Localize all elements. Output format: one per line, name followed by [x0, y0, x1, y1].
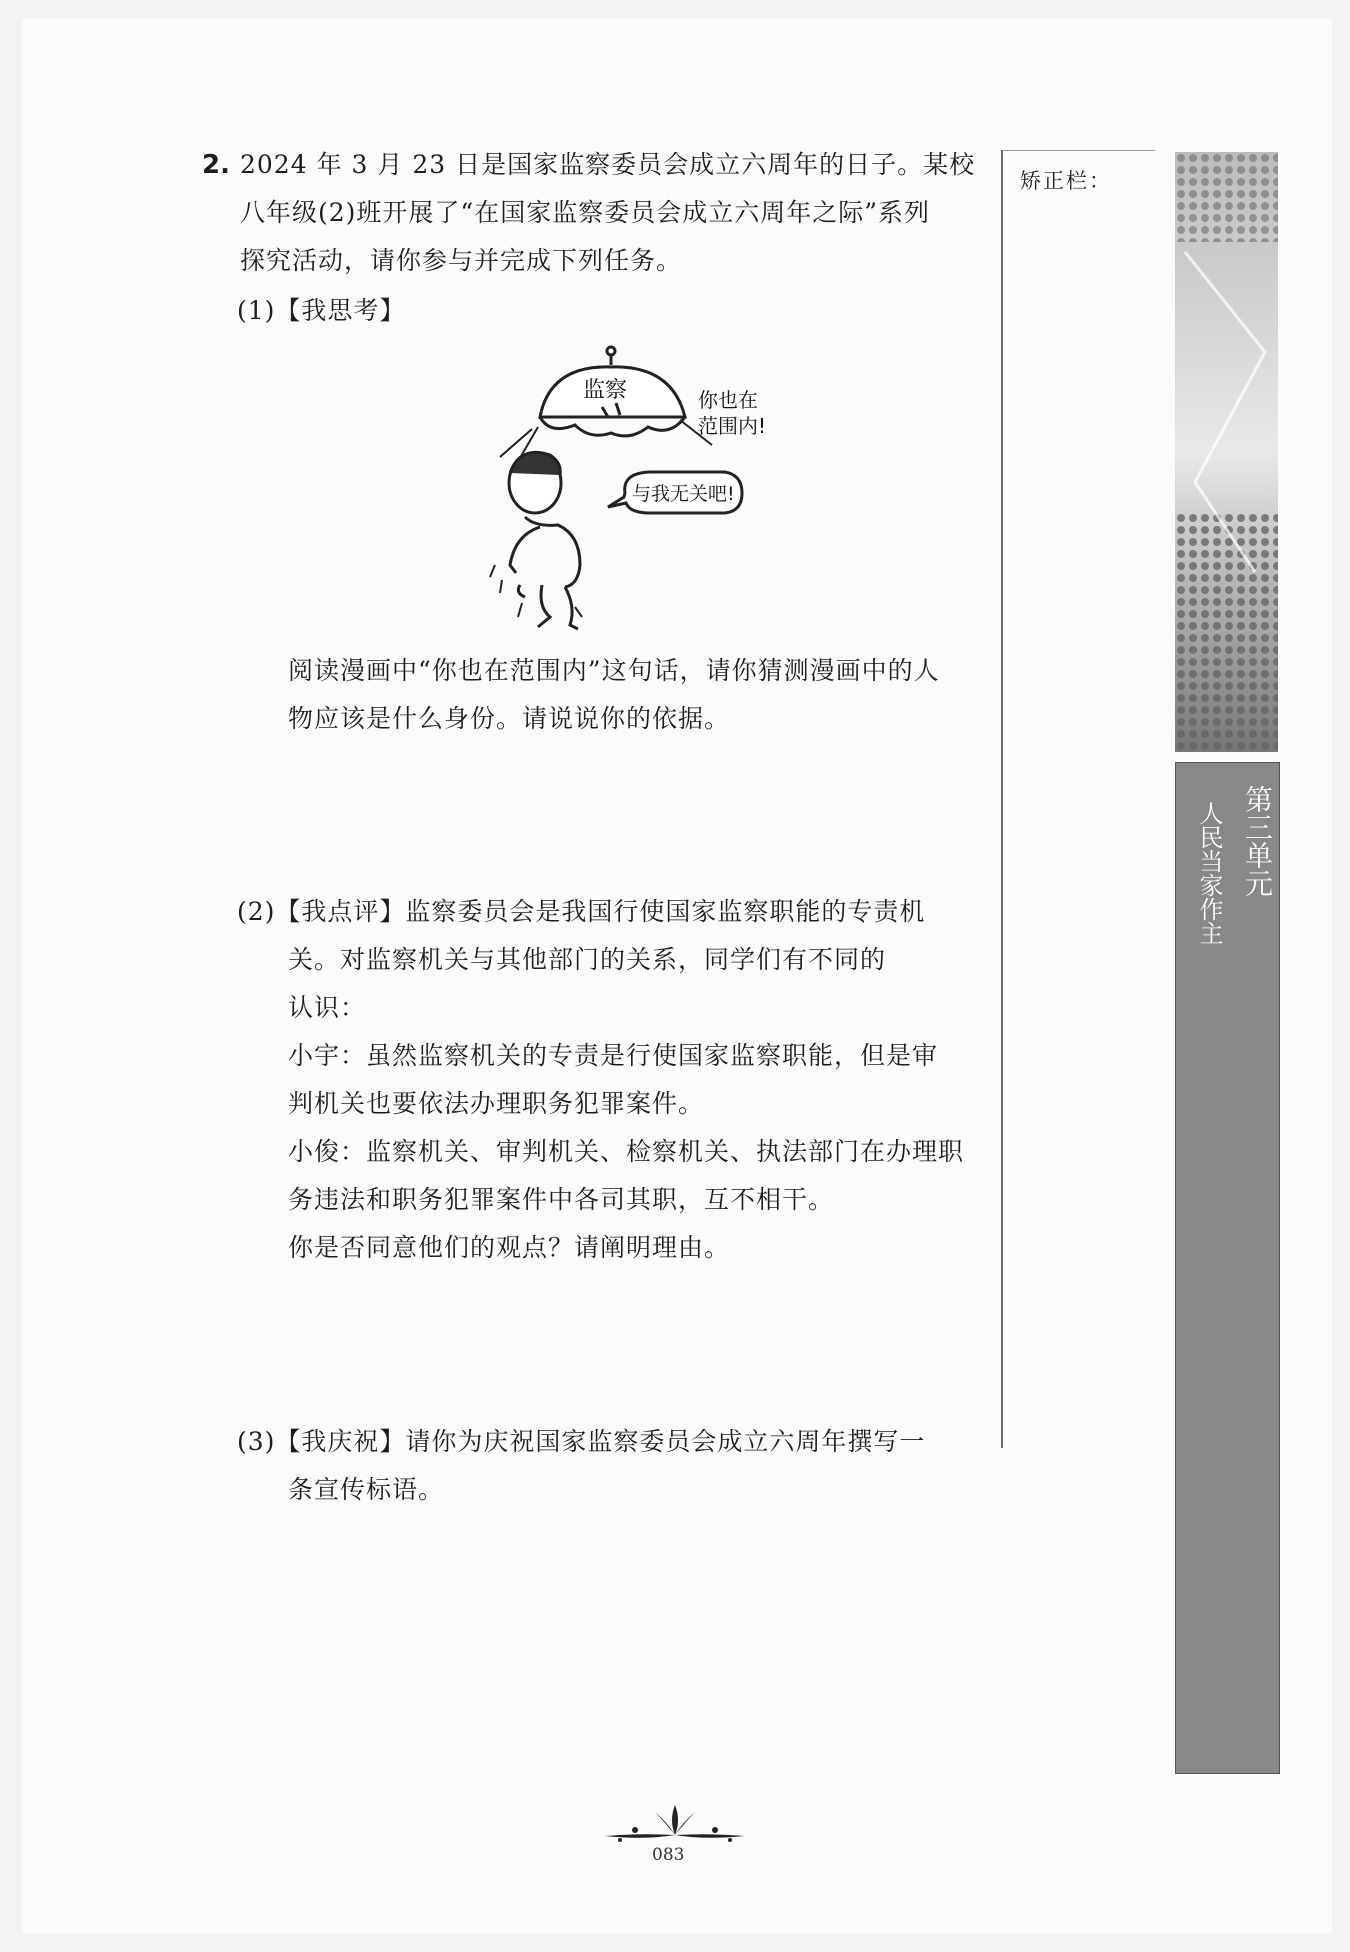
- halftone-pattern: [1175, 152, 1278, 752]
- unit-tab: [1175, 762, 1280, 1774]
- speech-right-line2: 范围内!: [698, 414, 767, 438]
- speech-right-line1: 你也在: [698, 388, 758, 412]
- correction-top-rule: [1003, 150, 1155, 151]
- question-intro-line: 探究活动，请你参与并完成下列任务。: [240, 246, 683, 275]
- unit-title: 人民当家作主: [1195, 801, 1223, 945]
- unit-number: 第三单元: [1241, 785, 1274, 897]
- cartoon-image: [480, 345, 780, 635]
- correction-label: 矫正栏：: [1020, 169, 1112, 193]
- task2-line: 关。对监察机关与其他部门的关系，同学们有不同的: [288, 945, 887, 974]
- task3-line: 条宣传标语。: [288, 1475, 445, 1504]
- speech-person: 与我无关吧!: [632, 483, 735, 505]
- page-number: 083: [652, 1845, 685, 1865]
- task2-line: 务违法和职务犯罪案件中各司其职，互不相干。: [288, 1185, 835, 1214]
- task2-line: 小俊：监察机关、审判机关、检察机关、执法部门在办理职: [288, 1137, 965, 1166]
- person-figure: [490, 452, 582, 629]
- question-number: 2.: [202, 150, 230, 180]
- question-intro-line: 2024 年 3 月 23 日是国家监察委员会成立六周年的日子。某校: [240, 150, 976, 179]
- workbook-page: [22, 18, 1332, 1934]
- task2-line: 认识：: [288, 993, 367, 1022]
- task1-heading: (1)【我思考】: [237, 296, 406, 325]
- task2-line: (2)【我点评】监察委员会是我国行使国家监察职能的专责机: [237, 897, 926, 926]
- task2-line: 你是否同意他们的观点？请阐明理由。: [288, 1233, 731, 1262]
- task1-prompt-line: 物应该是什么身份。请说说你的依据。: [288, 704, 731, 733]
- floral-ornament-icon: [595, 1800, 755, 1850]
- task1-prompt-line: 阅读漫画中“你也在范围内”这句话，请你猜测漫画中的人: [288, 656, 940, 685]
- margin-divider: [1001, 150, 1003, 1448]
- task2-line: 小宇：虽然监察机关的专责是行使国家监察职能，但是审: [288, 1041, 939, 1070]
- umbrella-label: 监察: [583, 378, 628, 403]
- task3-line: (3)【我庆祝】请你为庆祝国家监察委员会成立六周年撰写一: [237, 1427, 926, 1456]
- task2-line: 判机关也要依法办理职务犯罪案件。: [288, 1089, 705, 1118]
- question-intro-line: 八年级(2)班开展了“在国家监察委员会成立六周年之际”系列: [240, 198, 930, 227]
- unit-sidebar: [1175, 152, 1278, 1772]
